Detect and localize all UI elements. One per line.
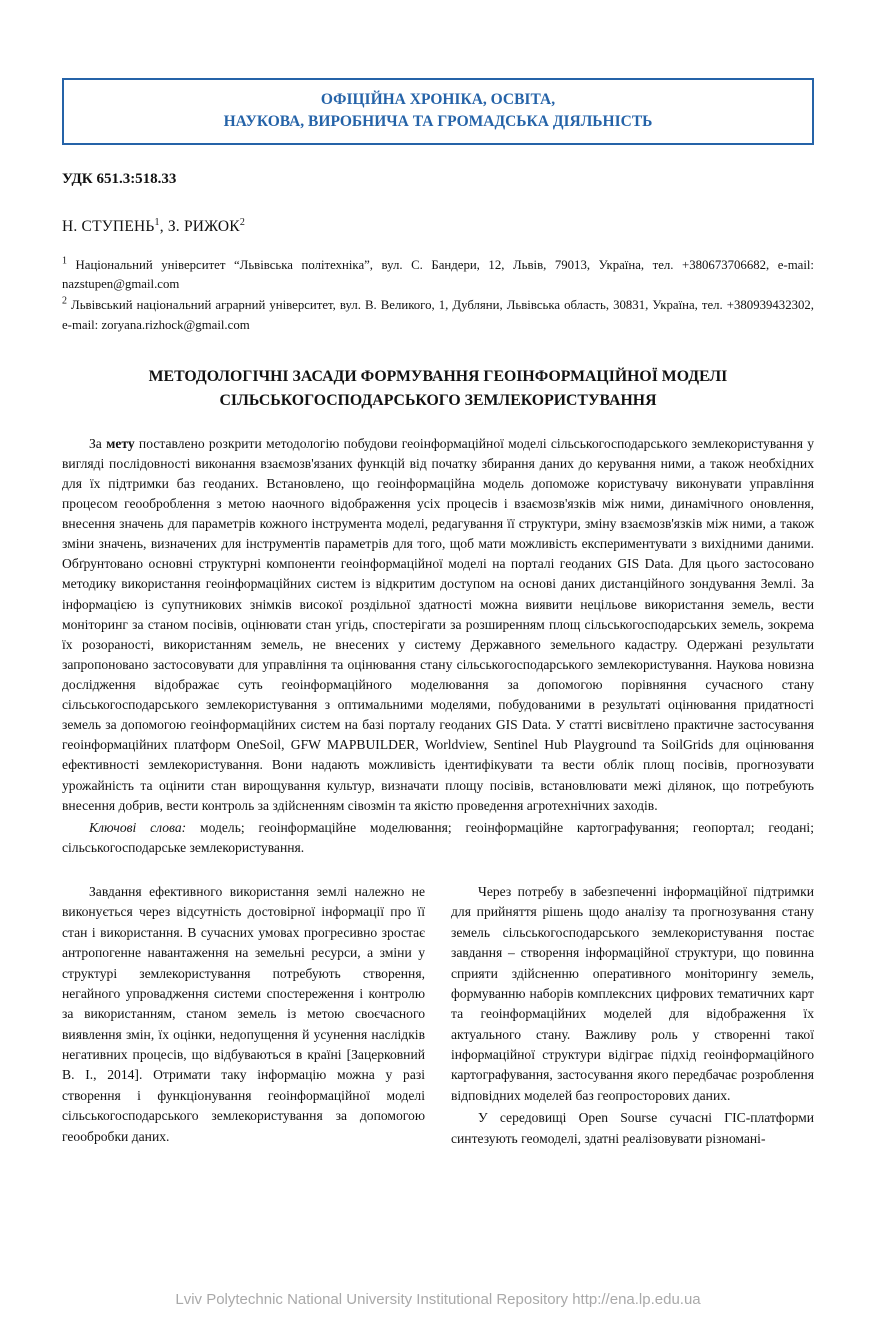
repository-footer: Lviv Polytechnic National University Institutional Repository http://ena.lp.edu.ua xyxy=(175,1291,701,1308)
affiliation-1 xyxy=(62,256,814,294)
affiliation-2-mark: 2 xyxy=(62,296,67,308)
affiliation-2 xyxy=(62,296,814,334)
left-column xyxy=(62,882,425,1149)
paper-page xyxy=(0,78,876,1318)
author-2-name: З. РИЖОК xyxy=(167,217,240,235)
abstract-lead-bold: мету xyxy=(106,435,135,451)
section-banner xyxy=(62,78,814,145)
banner-line-1: ОФІЦІЙНА ХРОНІКА, ОСВІТА, xyxy=(320,91,556,108)
article-title-line-2: СІЛЬСЬКОГОСПОДАРСЬКОГО ЗЕМЛЕКОРИСТУВАННЯ xyxy=(219,392,657,410)
author-2-affiliation-mark: 2 xyxy=(239,216,246,228)
author-1-affiliation-mark: 1 xyxy=(154,216,160,228)
two-column-body xyxy=(62,882,814,1149)
page-content xyxy=(0,78,876,1149)
keywords-label: Ключові слова: xyxy=(89,819,187,835)
affiliation-1-text: Національний університет “Львівська політехніка”, вул. С. Бандери, 12, Львів, 79013, Україна, тел. +380673706682, e-mail: nazstupen@gmail.com xyxy=(62,257,814,292)
right-column xyxy=(451,882,814,1149)
banner-line-2: НАУКОВА, ВИРОБНИЧА ТА ГРОМАДСЬКА ДІЯЛЬНІСТЬ xyxy=(223,113,653,131)
abstract-body: поставлено розкрити методологію побудови геоінформаційної моделі сільськогосподарського землекористування у вигляді послідовності виконання взаємозв'язаних функцій від початку збирання даних до керування ними, а також необхідних для їх підтримки баз геоданих. Встановлено, що геоінформаційна модель допоможе користувачу виконувати управління процесом геооброблення з метою наочного відображення усіх процесів і взаємозв'язків між ними, динамічного оновлення, внесення значень для параметрів кожного інструмента моделі, редагування її структури, зміну взаємозв'язків між ними, а також зміни значень, визначених для інструментів параметрів для того, щоб мати можливість експериментувати з вихідними даними. Обґрунтовано основні структурні компоненти геоінформаційної моделі на порталі геоданих GIS Data. Для цього застосовано методику використання геоінформаційних систем із відкритим доступом на основі даних дистанційного зондування Землі. За інформацією із супутникових знімків високої роздільної здатності можна виявити нецільове використання земель, вести моніторинг за станом посівів, оцінювати стан угідь, спостерігати за розширенням площ сільськогосподарських земель, зокрема їх розораності, використанням земель, не внесених у систему Державного земельного кадастру. Одержані результати запропоновано застосовувати для управління та оцінювання стану сільськогосподарського землекористування. Наукова новизна дослідження відображає суть геоінформаційного моделювання за допомогою порівняння сучасного стану сільськогосподарського землекористування з оптимальними моделями, побудованими в результаті оцінювання придатності земель за допомогою геоінформаційних систем на базі порталу геоданих GIS Data. У статті висвітлено практичне застосування геоінформаційних платформ OneSoil, GFW MAPBUILDER, Worldview, Sentinel Hub Playground та SoilGrids для оцінювання ефективності землекористування. Вони надають можливість ідентифікувати та вести облік площ посівів, прогнозувати урожайність та оцінити стан вирощування культур, визначати площу посівів, встановлювати межі ділянок, що потребують внесення добрив, вести контроль за здійсненням сівозмін та якістю проведення агротехнічних заходів. xyxy=(62,435,814,813)
affiliation-1-mark: 1 xyxy=(62,255,67,267)
abstract-lead: За xyxy=(89,435,107,451)
article-title xyxy=(62,365,814,414)
authors-line xyxy=(62,218,814,236)
affiliations-block xyxy=(62,256,814,335)
right-column-paragraph-1: Через потребу в забезпеченні інформаційної підтримки для прийняття рішень щодо аналізу та прогнозування стану земель сільськогосподарського землекористування постає завдання – створення інформаційної структури, що повинна сприяти здійсненню оперативного моніторингу земель, формуванню наборів комплексних цифрових тематичних карт та геоінформаційних моделей для відображення їх актуального стану. Важливу роль у створенні такої інформаційної структури відіграє підхід геоінформаційного картографування, застосування якого передбачає розроблення відповідних моделей баз геопросторових даних. xyxy=(451,883,814,1103)
keywords-paragraph xyxy=(62,818,814,858)
abstract-paragraph xyxy=(62,434,814,816)
left-column-paragraph-1: Завдання ефективного використання землі належно не виконується через відсутність достовірної інформації про її стан і використання. В сучасних умовах прогресивно зростає антропогенне навантаження на земельні ресурси, а зміни у структурі землекористування потребують створення, негайного упровадження системи спостереження і контролю за використанням, станом земель із метою своєчасного виявлення змін, їх оцінки, недопущення й усунення наслідків негативних процесів, що відбуваються в країні [Зацерковний В. І., 2014]. Отримати таку інформацію можна у разі створення і функціонування геоінформаційної моделі сільськогосподарського землекористування за допомогою геообробки даних. xyxy=(62,883,425,1144)
right-column-paragraph-2: У середовищі Open Sourse сучасні ГІС-платформи синтезують геомоделі, здатні реалізовувати різномані- xyxy=(451,1110,814,1146)
udc-code: УДК 651.3:518.33 xyxy=(62,170,177,187)
article-title-line-1: МЕТОДОЛОГІЧНІ ЗАСАДИ ФОРМУВАННЯ ГЕОІНФОРМАЦІЙНОЇ МОДЕЛІ xyxy=(148,367,728,385)
author-1-name: Н. СТУПЕНЬ xyxy=(62,217,155,235)
keywords-text: модель; геоінформаційне моделювання; геоінформаційне картографування; геопортал; геодані; сільськогосподарське землекористування. xyxy=(62,819,814,855)
authors-separator: , xyxy=(159,217,168,235)
affiliation-2-text: Львівський національний аграрний університет, вул. В. Великого, 1, Дубляни, Львівська область, 30831, Україна, тел. +380939432302, e-mail: zoryana.rizhock@gmail.com xyxy=(62,298,814,332)
